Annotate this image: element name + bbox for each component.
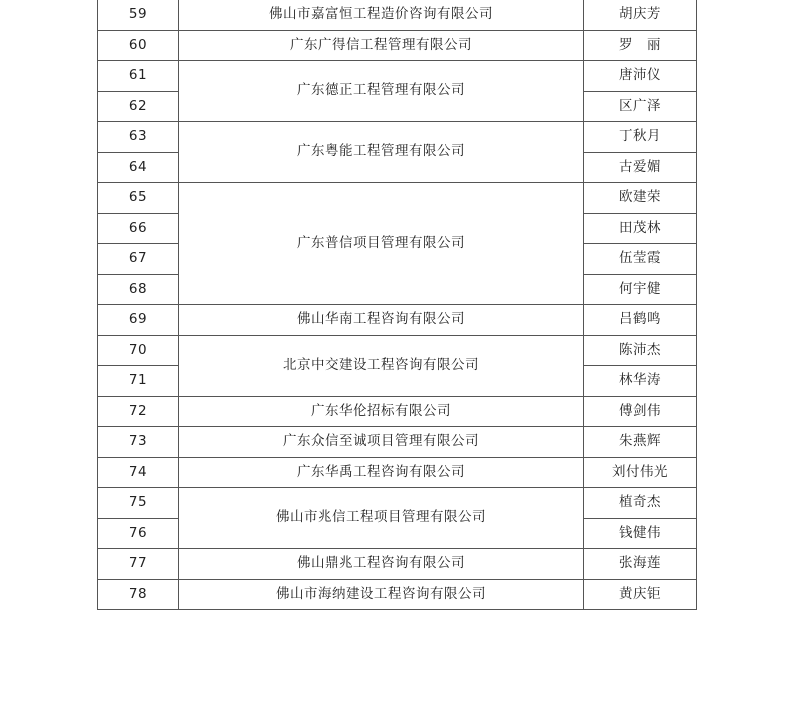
row-number: 59 [98, 0, 179, 30]
company-name: 北京中交建设工程咨询有限公司 [179, 335, 584, 396]
table-row [98, 457, 697, 488]
person-name: 刘付伟光 [584, 457, 697, 488]
roster-sheet [97, 0, 695, 610]
table-row [98, 396, 697, 427]
row-number: 68 [98, 274, 179, 305]
table-row [98, 427, 697, 458]
table-row [98, 579, 697, 610]
person-name: 欧建荣 [584, 183, 697, 214]
row-number: 69 [98, 305, 179, 336]
row-number: 77 [98, 549, 179, 580]
person-name: 何宇健 [584, 274, 697, 305]
row-number: 71 [98, 366, 179, 397]
person-name: 张海莲 [584, 549, 697, 580]
row-number: 60 [98, 30, 179, 61]
table-row [98, 183, 697, 214]
table-row [98, 0, 697, 30]
person-name: 钱健伟 [584, 518, 697, 549]
row-number: 78 [98, 579, 179, 610]
company-name: 佛山市海纳建设工程咨询有限公司 [179, 579, 584, 610]
table-row [98, 305, 697, 336]
person-name: 黄庆钜 [584, 579, 697, 610]
row-number: 70 [98, 335, 179, 366]
company-name: 广东广得信工程管理有限公司 [179, 30, 584, 61]
company-name: 广东粤能工程管理有限公司 [179, 122, 584, 183]
person-name: 陈沛杰 [584, 335, 697, 366]
person-name: 胡庆芳 [584, 0, 697, 30]
person-name: 罗 丽 [584, 30, 697, 61]
row-number: 76 [98, 518, 179, 549]
row-number: 74 [98, 457, 179, 488]
table-row [98, 549, 697, 580]
person-name: 区广泽 [584, 91, 697, 122]
person-name: 傅剑伟 [584, 396, 697, 427]
table-row [98, 122, 697, 153]
person-name: 田茂林 [584, 213, 697, 244]
person-name: 唐沛仪 [584, 61, 697, 92]
row-number: 66 [98, 213, 179, 244]
company-name: 广东华伦招标有限公司 [179, 396, 584, 427]
table-row [98, 488, 697, 519]
row-number: 72 [98, 396, 179, 427]
table-row [98, 61, 697, 92]
person-name: 丁秋月 [584, 122, 697, 153]
company-name: 佛山市嘉富恒工程造价咨询有限公司 [179, 0, 584, 30]
row-number: 63 [98, 122, 179, 153]
table-row [98, 30, 697, 61]
table-row [98, 335, 697, 366]
row-number: 62 [98, 91, 179, 122]
company-name: 佛山鼎兆工程咨询有限公司 [179, 549, 584, 580]
row-number: 61 [98, 61, 179, 92]
person-name: 朱燕辉 [584, 427, 697, 458]
row-number: 73 [98, 427, 179, 458]
person-name: 林华涛 [584, 366, 697, 397]
row-number: 75 [98, 488, 179, 519]
roster-table [97, 0, 697, 610]
person-name: 植奇杰 [584, 488, 697, 519]
row-number: 64 [98, 152, 179, 183]
row-number: 67 [98, 244, 179, 275]
company-name: 广东德正工程管理有限公司 [179, 61, 584, 122]
row-number: 65 [98, 183, 179, 214]
person-name: 古爱媚 [584, 152, 697, 183]
company-name: 广东众信至诚项目管理有限公司 [179, 427, 584, 458]
company-name: 佛山市兆信工程项目管理有限公司 [179, 488, 584, 549]
company-name: 广东普信项目管理有限公司 [179, 183, 584, 305]
company-name: 广东华禹工程咨询有限公司 [179, 457, 584, 488]
company-name: 佛山华南工程咨询有限公司 [179, 305, 584, 336]
person-name: 伍莹霞 [584, 244, 697, 275]
person-name: 吕鹤鸣 [584, 305, 697, 336]
